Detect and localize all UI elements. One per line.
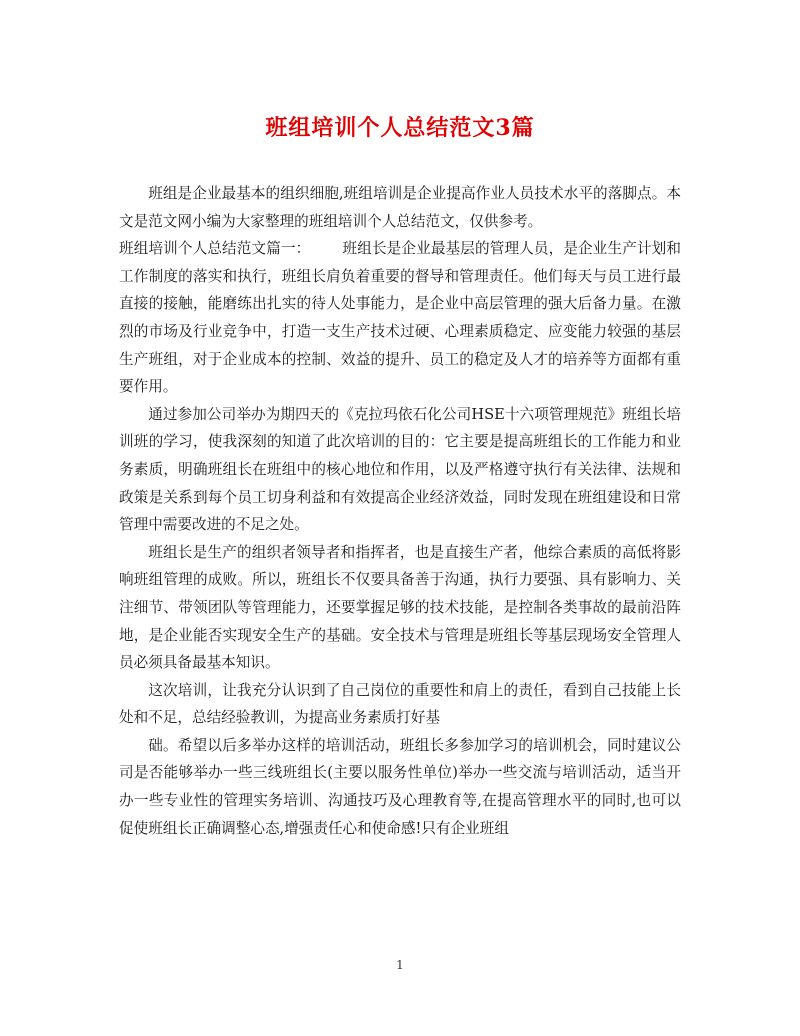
intro-paragraph: 班组是企业最基本的组织细胞,班组培训是企业提高作业人员技术水平的落脚点。本文是范文网小编为大家整理的班组培训个人总结范文，仅供参考。	[119, 185, 681, 230]
document-title: 班组培训个人总结范文3篇	[265, 115, 535, 141]
paragraph-2: 通过参加公司举办为期四天的《克拉玛依石化公司HSE十六项管理规范》班组长培训班的学习，使我深刻的知道了此次培训的目的：它主要是提高班组长的工作能力和业务素质，明确班组长在班组中的核心地位和作用，以及严格遵守执行有关法律、法规和政策是关系到每个员工切身利益和有效提高企业经济效益，同时发现在班组建设和日常管理中需要改进的不足之处。	[119, 405, 681, 534]
paragraph-3: 班组长是生产的组织者领导者和指挥者，也是直接生产者，他综合素质的高低将影响班组管理的成败。所以，班组长不仅要具备善于沟通，执行力要强、具有影响力、关注细节、带领团队等管理能力，还要掌握足够的技术技能，是控制各类事故的最前沿阵地，是企业能否实现安全生产的基础。安全技术与管理是班组长等基层现场安全管理人员必须具备最基本知识。	[119, 543, 681, 672]
paragraph-text: 班组长是企业最基层的管理人员，是企业生产计划和工作制度的落实和执行，班组长肩负着重要的督导和管理责任。他们每天与员工进行最直接的接触，能磨练出扎实的待人处事能力，是企业中高层管理的强大后备力量。在激烈的市场及行业竞争中，打造一支生产技术过硬、心理素质稳定、应变能力较强的基层生产班组，对于企业成本的控制、效益的提升、员工的稳定及人才的培养等方面都有重要作用。	[119, 240, 681, 396]
paragraph-5: 础。希望以后多举办这样的培训活动，班组长多参加学习的培训机会，同时建议公司是否能够举办一些三线班组长(主要以服务性单位)举办一些交流与培训活动，适当开办一些专业性的管理实务培训、沟通技巧及心理教育等,在提高管理水平的同时,也可以促使班组长正确调整心态,增强责任心和使命感!只有企业班组	[119, 736, 681, 837]
page-number: 1	[396, 958, 404, 972]
section-heading: 班组培训个人总结范文篇一：	[119, 240, 311, 258]
paragraph-4: 这次培训，让我充分认识到了自己岗位的重要性和肩上的责任，看到自己技能上长处和不足，总结经验教训，为提高业务素质打好基	[119, 681, 681, 727]
section-paragraph-1	[119, 235, 681, 401]
document-body	[119, 180, 681, 842]
